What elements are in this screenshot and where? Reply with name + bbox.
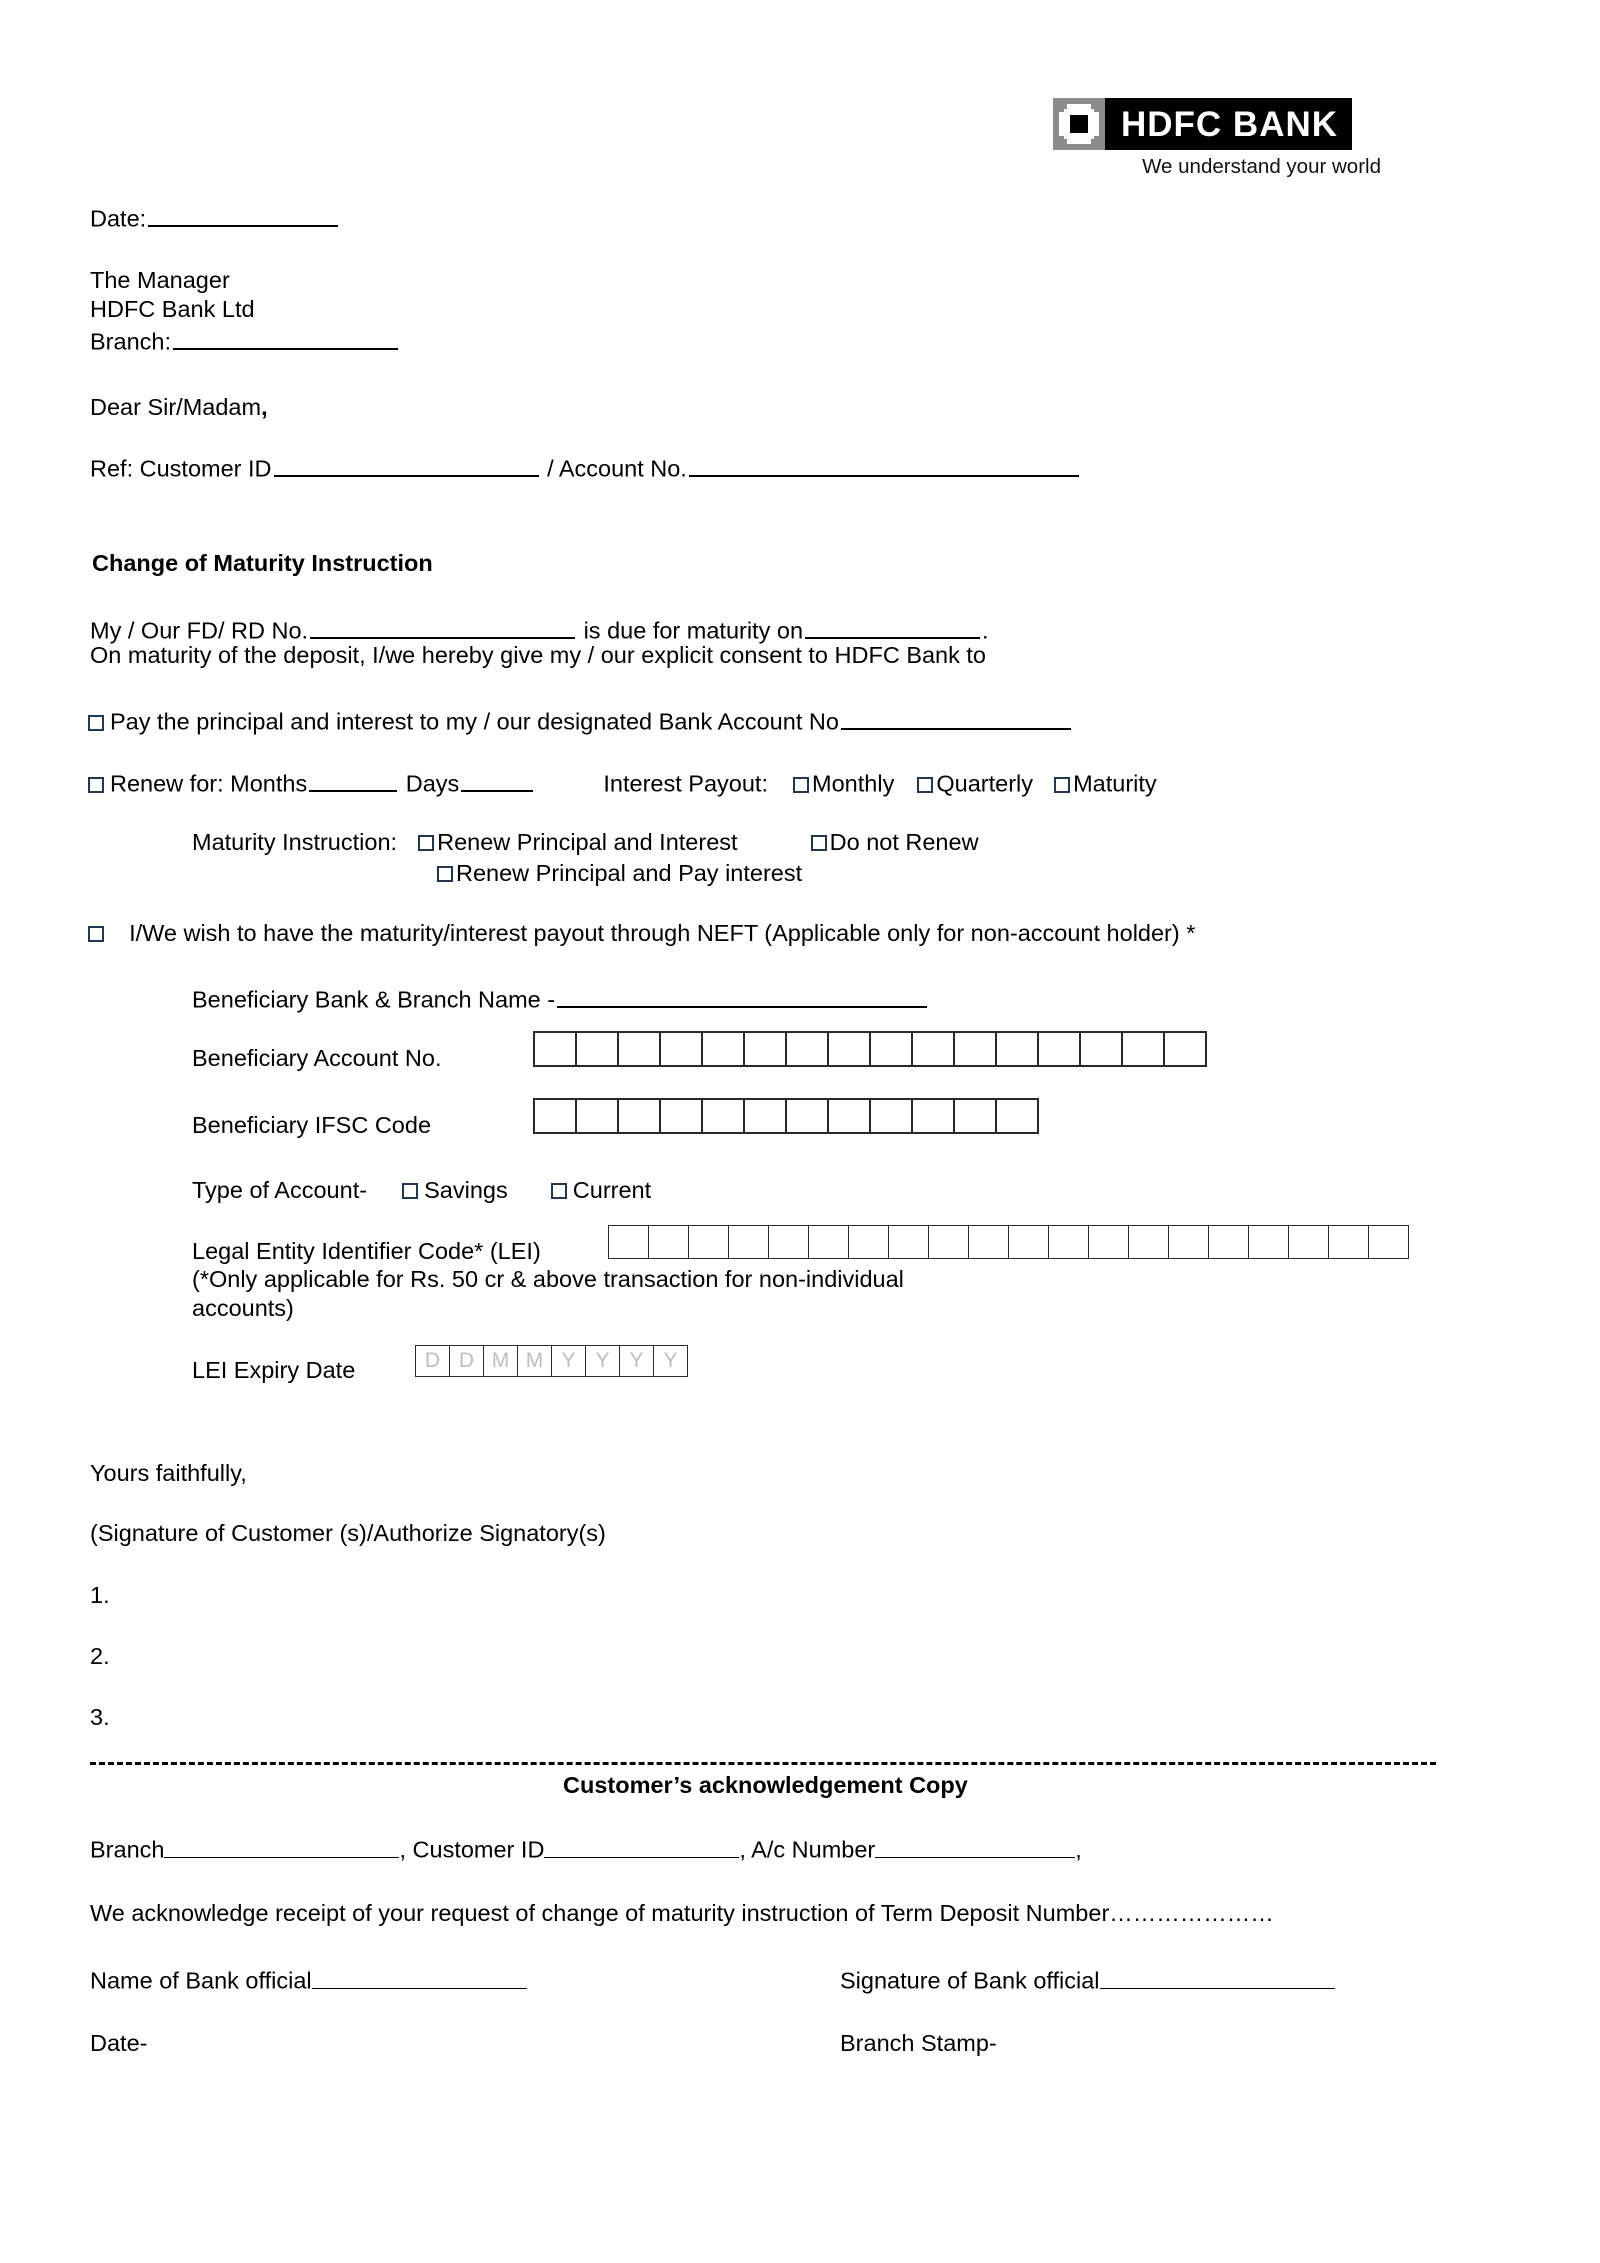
branch-label: Branch: [90,328,171,355]
salutation-text: Dear Sir/Madam [90,394,262,420]
comb-cell[interactable] [745,1100,787,1132]
comb-cell[interactable] [745,1033,787,1065]
comb-cell[interactable] [729,1226,769,1258]
comb-cell[interactable] [829,1033,871,1065]
comb-cell[interactable] [535,1033,577,1065]
checkbox-payout-monthly[interactable] [793,777,809,793]
comb-cell[interactable] [577,1100,619,1132]
comb-cell-placeholder: M [491,1349,510,1372]
ack-receipt-dots: ………………… [1109,1900,1274,1926]
acknowledgement-receipt-row [90,1898,1274,1928]
lei-note-line-1: (*Only applicable for Rs. 50 cr & above transaction for non-individual [192,1266,904,1292]
type-of-account-label: Type of Account- [192,1177,368,1203]
interest-payout-label: Interest Payout: [603,770,768,797]
date-line [90,200,340,234]
payout-monthly-label: Monthly [812,770,895,797]
comb-cell[interactable] [661,1100,703,1132]
account-savings-label: Savings [424,1177,508,1203]
comb-cell[interactable] [1369,1226,1409,1258]
fd-rd-label: My / Our FD/ RD No. [90,617,309,644]
comb-cell[interactable] [1289,1226,1329,1258]
designated-account-input-rule[interactable] [841,703,1071,730]
comb-cell[interactable] [955,1100,997,1132]
comb-cell[interactable] [1129,1226,1169,1258]
comb-cell[interactable] [1081,1033,1123,1065]
type-of-account-row [192,1175,651,1205]
comb-cell[interactable] [997,1100,1039,1132]
comb-cell[interactable] [609,1226,649,1258]
lei-expiry-label: LEI Expiry Date [192,1357,356,1383]
acknowledgement-heading: Customer’s acknowledgement Copy [563,1772,968,1798]
lei-label: Legal Entity Identifier Code* (LEI) [192,1238,541,1264]
section-title: Change of Maturity Instruction [92,550,433,576]
salutation-comma: , [261,394,268,420]
date-label: Date: [90,205,147,232]
comb-cell[interactable] [518,1346,552,1376]
date-input-rule[interactable] [148,200,338,227]
comb-cell[interactable] [1169,1226,1209,1258]
bank-official-signature-label: Signature of Bank official [840,1967,1100,1994]
bank-official-name-input-rule[interactable] [312,1963,527,1989]
comb-cell[interactable] [619,1100,661,1132]
checkbox-payout-maturity[interactable] [1054,777,1070,793]
addressee-line-1: The Manager [90,267,230,293]
comb-cell[interactable] [889,1226,929,1258]
comb-cell-placeholder: Y [595,1349,610,1372]
renew-months-input-rule[interactable] [309,765,397,792]
comb-cell[interactable] [689,1226,729,1258]
branch-line [90,323,400,357]
lei-expiry-comb[interactable] [415,1345,688,1377]
checkbox-renew-principal-interest[interactable] [418,835,434,851]
comb-cell-placeholder: Y [629,1349,644,1372]
hdfc-square-mark-icon [1053,98,1105,150]
ack-trailing-comma: , [1075,1836,1082,1863]
comb-cell[interactable] [586,1346,620,1376]
bank-official-name-label: Name of Bank official [90,1967,312,1994]
comb-cell[interactable] [654,1346,688,1376]
salutation-line [90,392,268,422]
lei-code-comb[interactable] [608,1225,1409,1259]
payout-quarterly-label: Quarterly [936,770,1034,797]
comb-cell[interactable] [1039,1033,1081,1065]
beneficiary-ifsc-comb[interactable] [533,1098,1039,1134]
comb-cell-placeholder: Y [663,1349,678,1372]
beneficiary-bank-row [192,981,929,1015]
logo-brand-text: HDFC BANK [1105,98,1352,150]
ack-customer-id-label: , Customer ID [399,1836,545,1863]
comb-cell[interactable] [619,1033,661,1065]
branch-stamp-label: Branch Stamp- [840,2030,997,2056]
bank-official-signature-input-rule[interactable] [1100,1963,1335,1989]
closing-text: Yours faithfully, [90,1460,247,1486]
maturity-instruction-row-2 [437,858,802,888]
beneficiary-bank-label: Beneficiary Bank & Branch Name - [192,986,556,1013]
ack-receipt-text: We acknowledge receipt of your request of change of maturity instruction of Term Deposit Number [90,1900,1110,1926]
renew-days-input-rule[interactable] [461,765,533,792]
account-current-label: Current [572,1177,652,1203]
comb-cell[interactable] [450,1346,484,1376]
comb-cell[interactable] [809,1226,849,1258]
fd-rd-period: . [982,617,989,644]
comb-cell[interactable] [535,1100,577,1132]
maturity-date-input-rule[interactable] [805,612,980,639]
comb-cell[interactable] [955,1033,997,1065]
comb-cell[interactable] [787,1100,829,1132]
comb-cell[interactable] [1165,1033,1207,1065]
comb-cell[interactable] [769,1226,809,1258]
comb-cell[interactable] [703,1033,745,1065]
beneficiary-account-label: Beneficiary Account No. [192,1045,442,1071]
hdfc-bank-logo [1053,98,1383,179]
comb-cell-placeholder: Y [561,1349,576,1372]
do-not-renew-label: Do not Renew [829,829,979,855]
customer-id-input-rule[interactable] [274,450,539,477]
option-pay-principal-row [88,703,1073,737]
comb-cell[interactable] [871,1100,913,1132]
account-no-label: / Account No. [547,455,687,482]
bank-official-name-row [90,1963,527,1996]
account-no-input-rule[interactable] [689,450,1079,477]
beneficiary-bank-input-rule[interactable] [557,981,927,1008]
acknowledgement-date-label: Date- [90,2030,148,2056]
comb-cell[interactable] [997,1033,1039,1065]
comb-cell[interactable] [969,1226,1009,1258]
comb-cell[interactable] [1049,1226,1089,1258]
comb-cell[interactable] [929,1226,969,1258]
tear-off-separator [90,1762,1436,1765]
comb-cell[interactable] [1249,1226,1289,1258]
signature-caption: (Signature of Customer (s)/Authorize Signatory(s) [90,1520,606,1546]
checkbox-do-not-renew[interactable] [811,835,827,851]
checkbox-account-current[interactable] [551,1183,567,1199]
comb-cell[interactable] [577,1033,619,1065]
comb-cell[interactable] [1089,1226,1129,1258]
ack-branch-input-rule[interactable] [164,1832,399,1858]
neft-option-label: I/We wish to have the maturity/interest payout through NEFT (Applicable only for non-account holder) * [129,920,1196,946]
comb-cell[interactable] [1329,1226,1369,1258]
bank-official-signature-row [840,1963,1335,1996]
ack-account-input-rule[interactable] [875,1832,1075,1858]
ack-account-label: , A/c Number [739,1836,876,1863]
option-neft-row [88,918,1195,948]
acknowledgement-ids-row [90,1832,1082,1865]
comb-cell[interactable] [1209,1226,1249,1258]
renew-principal-pay-interest-label: Renew Principal and Pay interest [456,860,803,886]
checkbox-neft-payout[interactable] [88,926,104,942]
comb-cell[interactable] [1123,1033,1165,1065]
option-pay-principal-label: Pay the principal and interest to my / our designated Bank Account No [110,708,839,735]
renew-for-label: Renew for: Months [110,770,308,797]
ack-customer-id-input-rule[interactable] [544,1832,739,1858]
comb-cell[interactable] [416,1346,450,1376]
addressee-line-2: HDFC Bank Ltd [90,296,255,322]
branch-input-rule[interactable] [173,323,398,350]
signature-number-1: 1. [90,1582,110,1608]
comb-cell[interactable] [849,1226,889,1258]
comb-cell[interactable] [484,1346,518,1376]
comb-cell[interactable] [552,1346,586,1376]
beneficiary-account-comb[interactable] [533,1031,1207,1067]
comb-cell[interactable] [1009,1226,1049,1258]
checkbox-account-savings[interactable] [402,1183,418,1199]
lei-note-line-2: accounts) [192,1295,294,1321]
comb-cell-placeholder: D [458,1349,475,1372]
comb-cell[interactable] [913,1100,955,1132]
comb-cell[interactable] [787,1033,829,1065]
ack-branch-label: Branch [90,1836,165,1863]
comb-cell[interactable] [703,1100,745,1132]
maturity-instruction-label: Maturity Instruction: [192,829,398,855]
comb-cell[interactable] [871,1033,913,1065]
maturity-instruction-row [192,827,979,857]
checkbox-renew-principal-pay-interest[interactable] [437,866,453,882]
comb-cell[interactable] [649,1226,689,1258]
logo-tagline: We understand your world [1142,155,1381,178]
payout-maturity-label: Maturity [1073,770,1157,797]
comb-cell[interactable] [620,1346,654,1376]
checkbox-renew-for[interactable] [88,777,104,793]
reference-line [90,450,1081,484]
customer-id-label: Ref: Customer ID [90,455,272,482]
beneficiary-ifsc-label: Beneficiary IFSC Code [192,1112,432,1138]
comb-cell-placeholder: D [424,1349,441,1372]
checkbox-pay-principal[interactable] [88,715,104,731]
signature-number-2: 2. [90,1643,110,1669]
renew-days-label: Days [405,770,460,797]
comb-cell[interactable] [913,1033,955,1065]
fd-rd-input-rule[interactable] [310,612,575,639]
comb-cell[interactable] [829,1100,871,1132]
renew-principal-interest-label: Renew Principal and Interest [437,829,738,855]
checkbox-payout-quarterly[interactable] [917,777,933,793]
signature-number-3: 3. [90,1704,110,1730]
comb-cell-placeholder: M [525,1349,544,1372]
due-maturity-label: is due for maturity on [583,617,804,644]
consent-text: On maturity of the deposit, I/we hereby give my / our explicit consent to HDFC Bank to [90,642,987,668]
option-renew-row [88,765,1157,799]
comb-cell[interactable] [661,1033,703,1065]
